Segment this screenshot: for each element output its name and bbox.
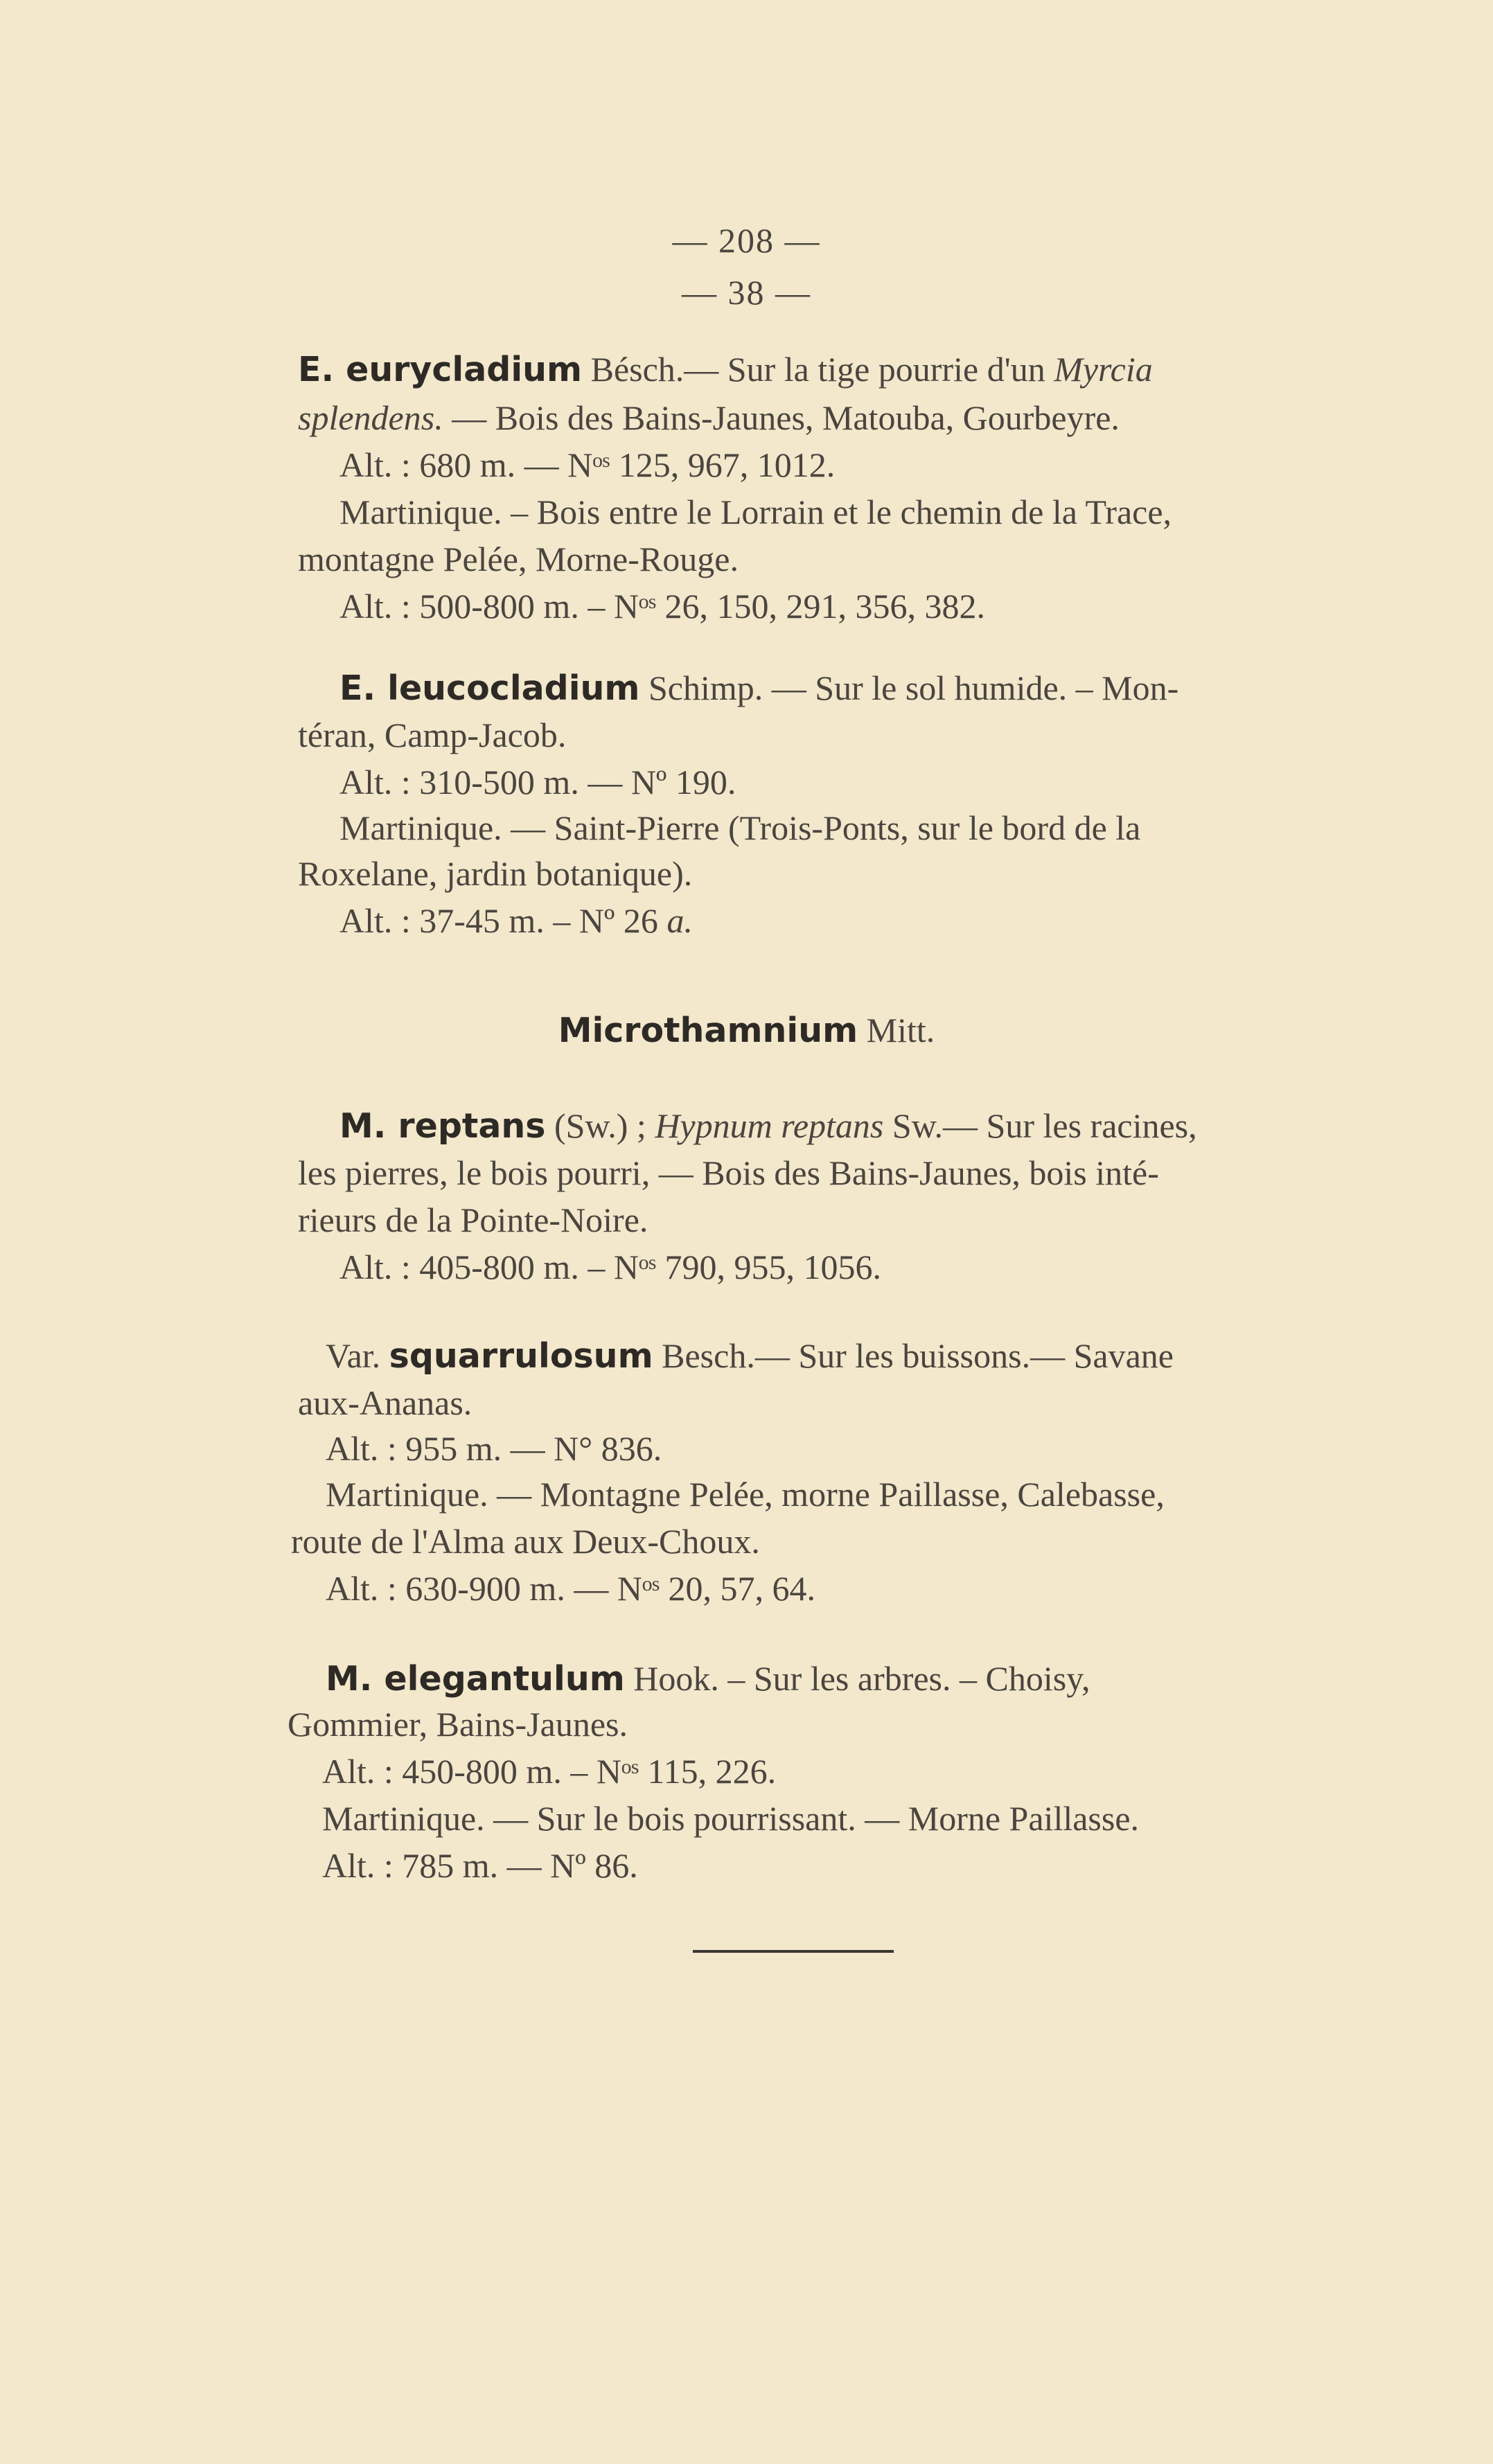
entry-squarrulosum-line-2: aux-Ananas. [298, 1383, 472, 1422]
entry-elegantulum-line-1: M. elegantulum Hook. – Sur les arbres. – Choisy, [326, 1659, 1090, 1699]
species-name: E. leucocladium [339, 668, 640, 708]
species-name: M. elegantulum [326, 1659, 625, 1699]
entry-leucocladium-line-5: Roxelane, jardin botanique). [298, 854, 693, 893]
entry-reptans-line-3: rieurs de la Pointe-Noire. [298, 1200, 648, 1239]
entry-eurycladium-line-2: splendens. — Bois des Bains-Jaunes, Matouba, Gourbeyre. [298, 398, 1120, 437]
entry-reptans-line-1: M. reptans (Sw.) ; Hypnum reptans Sw.— Sur les racines, [339, 1106, 1197, 1146]
entry-eurycladium-line-6: Alt. : 500-800 m. – Nᵒˢ 26, 150, 291, 356, 382. [339, 587, 985, 626]
genus-heading: Microthamnium Mitt. [558, 1011, 935, 1050]
entry-eurycladium-line-5: montagne Pelée, Morne-Rouge. [298, 540, 739, 578]
variety-name: squarrulosum [389, 1336, 653, 1376]
entry-squarrulosum-line-1: Var. squarrulosum Besch.— Sur les buissons.— Savane [326, 1336, 1174, 1376]
entry-leucocladium-line-3: Alt. : 310-500 m. — Nº 190. [339, 763, 736, 801]
section-page-number: — 38 — [682, 273, 811, 312]
entry-reptans-line-4: Alt. : 405-800 m. – Nᵒˢ 790, 955, 1056. [339, 1248, 881, 1286]
entry-squarrulosum-line-3: Alt. : 955 m. — N° 836. [326, 1429, 662, 1468]
entry-squarrulosum-line-6: Alt. : 630-900 m. — Nᵒˢ 20, 57, 64. [326, 1569, 815, 1608]
entry-leucocladium-line-1: E. leucocladium Schimp. — Sur le sol humide. – Mon- [339, 668, 1179, 708]
entry-squarrulosum-line-5: route de l'Alma aux Deux-Choux. [291, 1522, 760, 1561]
entry-leucocladium-line-2: téran, Camp-Jacob. [298, 716, 567, 754]
entry-squarrulosum-line-4: Martinique. — Montagne Pelée, morne Paillasse, Calebasse, [326, 1475, 1165, 1514]
entry-elegantulum-line-5: Alt. : 785 m. — Nº 86. [322, 1846, 638, 1885]
entry-leucocladium-line-6: Alt. : 37-45 m. – Nº 26 a. [339, 901, 693, 940]
entry-eurycladium-line-3: Alt. : 680 m. — Nᵒˢ 125, 967, 1012. [339, 445, 836, 484]
closing-rule [693, 1950, 894, 1953]
species-name: M. reptans [339, 1106, 546, 1146]
entry-elegantulum-line-2: Gommier, Bains-Jaunes. [288, 1705, 628, 1744]
entry-leucocladium-line-4: Martinique. — Saint-Pierre (Trois-Ponts, sur le bord de la [339, 808, 1141, 847]
entry-elegantulum-line-3: Alt. : 450-800 m. – Nᵒˢ 115, 226. [322, 1752, 777, 1791]
species-name: E. eurycladium [298, 350, 583, 389]
entry-elegantulum-line-4: Martinique. — Sur le bois pourrissant. — Morne Paillasse. [322, 1799, 1140, 1838]
entry-eurycladium-line-1: E. eurycladium Bésch.— Sur la tige pourrie d'un Myrcia [298, 350, 1153, 389]
entry-eurycladium-line-4: Martinique. – Bois entre le Lorrain et le chemin de la Trace, [339, 493, 1172, 531]
entry-reptans-line-2: les pierres, le bois pourri, — Bois des Bains-Jaunes, bois inté- [298, 1153, 1159, 1192]
page-number: — 208 — [672, 221, 821, 260]
